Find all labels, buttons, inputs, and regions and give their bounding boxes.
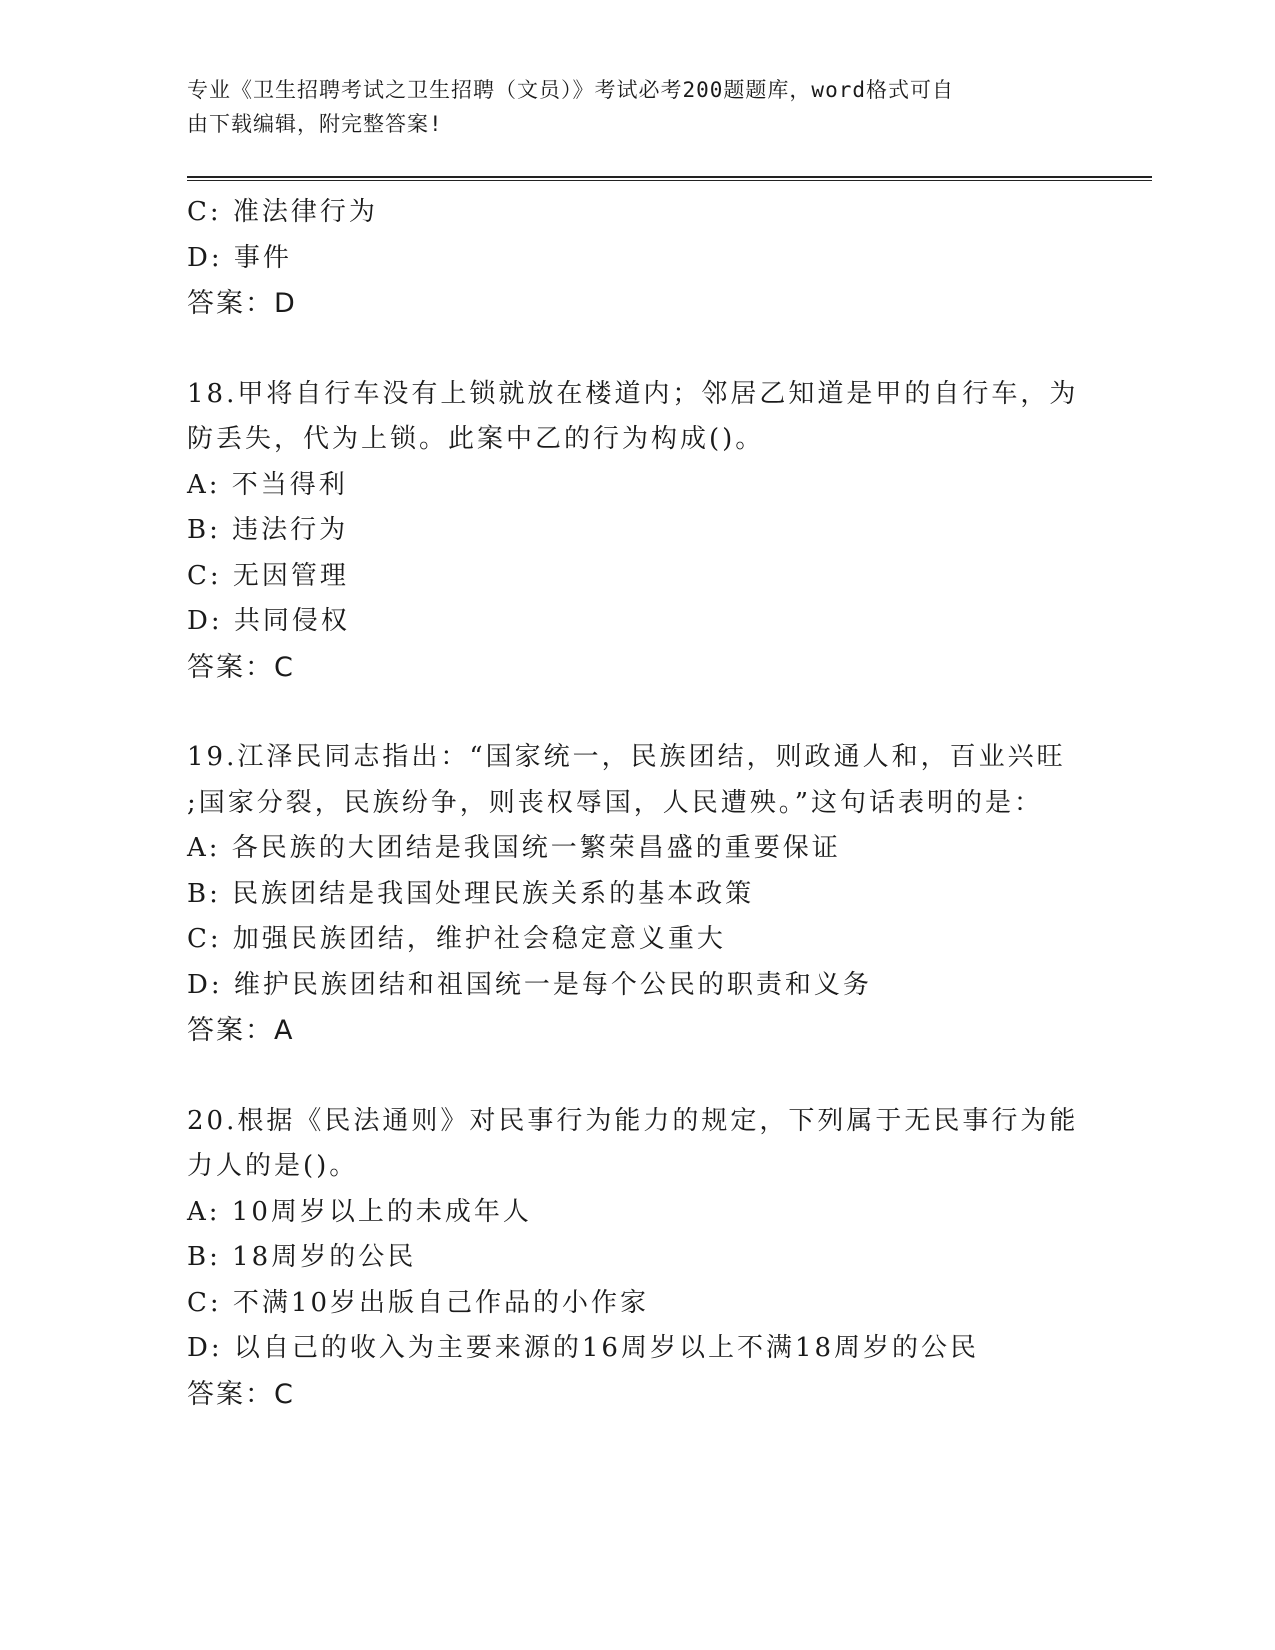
option-c: C: 不满10岁出版自己作品的小作家: [187, 1287, 650, 1318]
question-text: ;国家分裂，民族纷争，则丧权辱国，人民遭殃。”这句话表明的是：: [187, 787, 1044, 818]
header-line-1: 专业《卫生招聘考试之卫生招聘（文员）》考试必考200题题库，word格式可自: [187, 78, 954, 102]
option-c: C: 加强民族团结，维护社会稳定意义重大: [187, 924, 726, 954]
option-c: C: 准法律行为: [187, 197, 378, 227]
option-b: B: 民族团结是我国处理民族关系的基本政策: [187, 878, 755, 909]
question-block: [187, 735, 1087, 1054]
option-a: A: 各民族的大团结是我国统一繁荣昌盛的重要保证: [187, 833, 841, 863]
spacer: [187, 327, 1087, 372]
answer-line: 答案：A: [187, 1015, 295, 1046]
question-text: 防丢失，代为上锁。此案中乙的行为构成()。: [187, 424, 765, 454]
option-d: D: 共同侵权: [187, 606, 350, 636]
answer-line: 答案：C: [187, 651, 295, 683]
answer-line: 答案：C: [187, 1378, 295, 1410]
option-b: B: 18周岁的公民: [187, 1242, 417, 1272]
option-b: B: 违法行为: [187, 515, 349, 545]
spacer: [187, 1054, 1087, 1099]
header-line-2: 由下载编辑，附完整答案!: [187, 112, 443, 136]
option-d: D: 事件: [187, 242, 292, 273]
option-d: D: 维护民族团结和祖国统一是每个公民的职责和义务: [187, 969, 872, 1000]
question-list: [187, 190, 1087, 1417]
document-header: [187, 73, 1057, 141]
option-c: C: 无因管理: [187, 560, 349, 591]
answer-line: 答案：D: [187, 288, 297, 319]
question-text: 20.根据《民法通则》对民事行为能力的规定，下列属于无民事行为能: [187, 1105, 1079, 1136]
spacer: [187, 690, 1087, 735]
question-text: 18.甲将自行车没有上锁就放在楼道内；邻居乙知道是甲的自行车，为: [187, 378, 1079, 409]
option-a: A: 不当得利: [187, 469, 348, 500]
question-text: 19.江泽民同志指出：“国家统一，民族团结，则政通人和，百业兴旺: [187, 742, 1066, 772]
header-divider: [187, 176, 1152, 181]
option-a: A: 10周岁以上的未成年人: [187, 1196, 532, 1227]
option-d: D: 以自己的收入为主要来源的16周岁以上不满18周岁的公民: [187, 1333, 980, 1363]
question-text: 力人的是()。: [187, 1151, 359, 1181]
question-block: [187, 1099, 1087, 1418]
question-block: [187, 372, 1087, 691]
